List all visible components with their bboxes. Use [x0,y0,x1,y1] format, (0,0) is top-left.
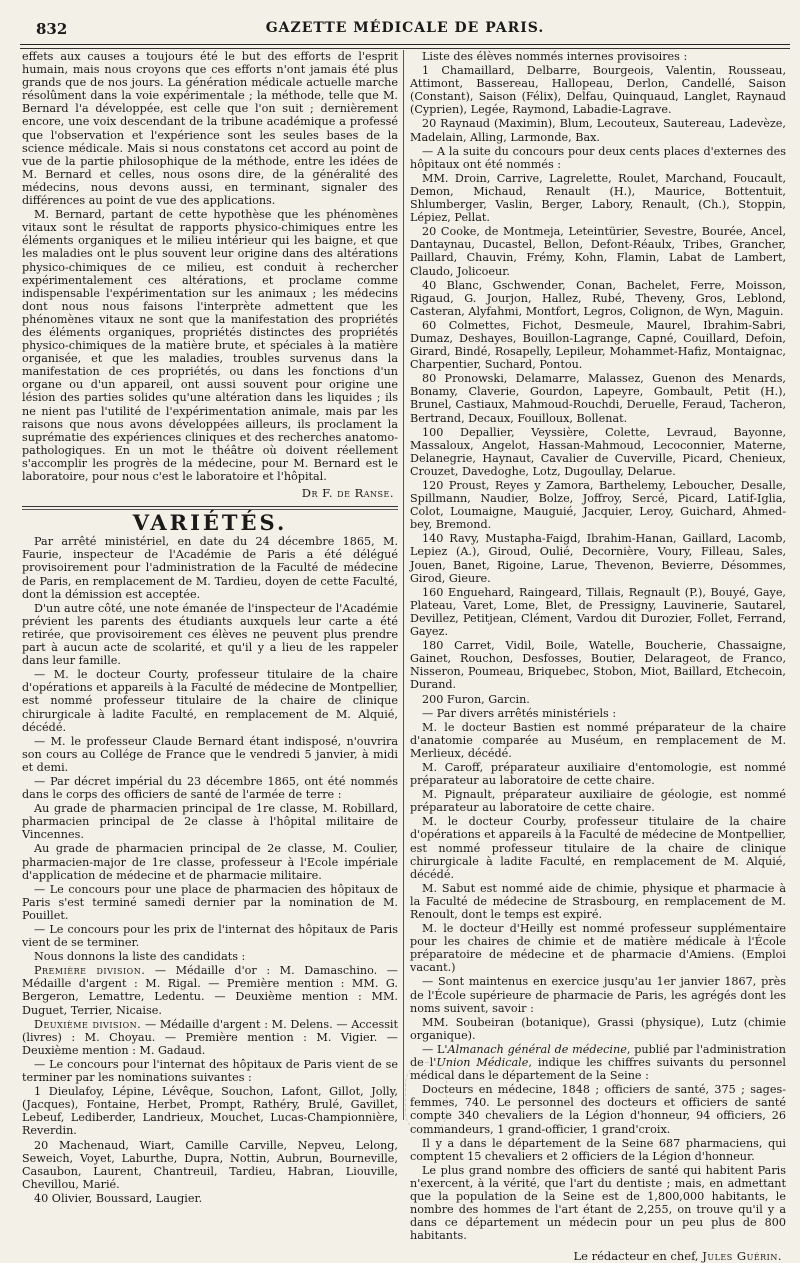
text-run: , publié par l'administration de l' [410,1042,787,1070]
section-rule [22,506,398,507]
library-stamp [405,1062,447,1134]
paragraph: 120 Proust, Reyes y Zamora, Barthelemy, Leboucher, Desalle, Spillmann, Naudier, Bolze, Joffroy, Sercé, Picard, Latif-Iglia, Colot, Loumaigne, Mauguié, Jacquier, Leroy, Guichard, Ahmed-bey, Bremond. [410,479,786,532]
paragraph: effets aux causes a toujours été le but des efforts de l'esprit humain, mais nous croyons que ces efforts n'ont jamais été plus grands que de nos jours. La génération médicale actuelle marche résolûment dans la voie expérimentale ; la méthode, telle que M. Bernard l'a développée, est celle que l'on suit ; dernièrement encore, une voix descendant de la tribune académique a professé que l'observation et l'expérience sont les seules bases de la science médicale. Mais si nous constatons cet accord au point de vue de la partie philosophique de la méthode, entre les idées de M. Bernard et celles, nous osons dire, de la généralité des médecins, nous devons aussi, en terminant, signaler des différences au point de vue des applications. [22,50,398,208]
paragraph: M. Sabut est nommé aide de chimie, physique et pharmacie à la Faculté de médecine de Strasbourg, en remplacement de M. Renoult, dont le temps est expiré. [410,881,786,921]
paragraph: 100 Depallier, Veyssière, Colette, Levraud, Bayonne, Massaloux, Angelot, Hassan-Mahmoud, Lecoconnier, Materne, Delanegrie, Haynaut, Cavalier de Cuverville, Picard, Chenieux, Crouzet, Davedoghe, Lotz, Dugoullay, Delarue. [410,425,786,478]
paragraph: M. Caroff, préparateur auxiliaire d'entomologie, est nommé préparateur au laboratoire de cette chaire. [410,760,786,788]
paragraph: — Le concours pour les prix de l'internat des hôpitaux de Paris vient de se terminer. [22,923,398,950]
editor-signature [410,1250,786,1263]
text-run: — L' [422,1042,448,1056]
paragraph: 180 Carret, Vidil, Boile, Watelle, Boucherie, Chassaigne, Gainet, Rouchon, Desfosses, Boutier, Delarageot, de Franco, Nisseron, Poumeau, Briquebec, Stobon, Miot, Baillard, Etchecoin, Durand. [410,639,786,692]
paragraph: — Le concours pour une place de pharmacien des hôpitaux de Paris s'est terminé samedi dernier par la nomination de M. Pouillet. [22,882,398,922]
paragraph: MM. Soubeiran (botanique), Grassi (physique), Lutz (chimie organique). [410,1015,786,1042]
running-title: GAZETTE MÉDICALE DE PARIS. [265,20,545,36]
paragraph: — M. le professeur Claude Bernard étant indisposé, n'ouvrira son cours au Collége de France que le vendredi 5 janvier, à midi et demi. [22,734,398,774]
paragraph: 1 Chamaillard, Delbarre, Bourgeois, Valentin, Rousseau, Attimont, Bassereau, Hallopeau, Derlon, Candellé, Saison (Constant), Saison (Félix), Delfau, Quinquaud, Langlet, Raynaud (Cyprien), Legée, Raymond, Labadie-Lagrave. [410,64,786,117]
column-divider [403,50,404,1120]
division-label: Deuxième division. [34,1017,142,1031]
header-rule [20,48,790,49]
paragraph: 60 Colmettes, Fichot, Desmeule, Maurel, Ibrahim-Sabri, Dumaz, Deshayes, Bouillon-Lagrange, Capné, Couillard, Defoin, Girard, Bindé, Rosapelly, Lepileur, Mohammet-Hafiz, Montaignac, Charpentier, Suchard, Pontou. [410,318,786,372]
editor-name: Jules Guérin. [702,1249,782,1263]
paragraph: Par arrêté ministériel, en date du 24 décembre 1865, M. Faurie, inspecteur de l'Académie de Paris a été délégué provisoirement pour l'administration de la Faculté de médecine de Paris, en remplacement de M. Tardieu, doyen de cette Faculté, dont la démission est acceptée. [22,535,398,601]
paragraph: M. Bernard, partant de cette hypothèse que les phénomènes vitaux sont le résultat de rapports physico-chimiques entre les éléments organiques et le milieu intérieur qui les baigne, et que les maladies ont le plus souvent leur origine dans des altérations physico-chimiques de ce milieu, est conduit à rechercher expérimentalement ces altérations, et proclame comme indispensable l'expérimentation sur les animaux ; les médecins dont nous nous faisons l'interprète admettent que les phénomènes vitaux ne sont que la manifestation des propriétés des éléments organiques, propriétés distinctes des propriétés physico-chimiques de la matière brute, et spéciales à la matière organisée, et que les maladies, troubles survenus dans la manifestation de ces propriétés, ou dans les fonctions d'un organe ou d'un appareil, ont aussi souvent pour origine une lésion des parties solides qu'une altération dans les liquides ; ils ne nient pas l'utilité de l'expérimentation animale, mais par les raisons que nous avons développées ailleurs, ils proclament la suprématie des expériences cliniques et des recherches anatomo-pathologiques. En un mot le théâtre où doivent réellement s'accomplir les progrès de la médecine, pour M. Bernard est le laboratoire, pour nous c'est le laboratoire et l'hôpital. [22,208,398,483]
page-number: 832 [36,20,68,38]
paragraph: Nous donnons la liste des candidats : [34,950,246,964]
division-label: Première division. [34,964,146,978]
paragraph: MM. Droin, Carrive, Lagrelette, Roulet, Marchand, Foucault, Demon, Michaud, Renault (H.), Maurice, Bottentuit, Shlumberger, Vaslin, Berger, Labory, Renault, (Ch.), Stoppin, Lépiez, Pellat. [410,171,786,225]
paragraph: 40 Blanc, Gschwender, Conan, Bachelet, Ferre, Moisson, Rigaud, G. Jourjon, Hallez, Rubé, Theveny, Gros, Leblond, Casteran, Alyfahmi, Montfort, Legros, Colignon, de Wyn, Maguin. [410,278,786,318]
section-title: VARIÉTÉS. [132,510,288,536]
paragraph: 80 Pronowski, Delamarre, Malassez, Guenon des Menards, Bonamy, Claverie, Gourdon, Lapeyre, Gombault, Petit (H.), Brunel, Castiaux, Mahmoud-Rouchdi, Deruelle, Feraud, Tacheron, Bertrand, Decaux, Fouilloux, Bollenat. [410,372,786,425]
paragraph: — Sont maintenus en exercice jusqu'au 1er janvier 1867, près de l'École supérieure de pharmacie de Paris, les agrégés dont les noms suivent, savoir : [410,975,786,1015]
paragraph: Au grade de pharmacien principal de 2e classe, M. Coulier, pharmacien-major de 1re classe, professeur à l'Ecole impériale d'application de médecine et de pharmacie militaire. [22,842,398,882]
paragraph: Liste des élèves nommés internes provisoires : [422,50,688,63]
paragraph: — A la suite du concours pour deux cents places d'externes des hôpitaux ont été nommés : [410,144,786,171]
paragraph: Docteurs en médecine, 1848 ; officiers de santé, 375 ; sages-femmes, 740. Le personnel des docteurs et officiers de santé compte 340 chevaliers de la Légion d'honneur, 94 officiers, 26 commandeurs, 1 grand-officier, 1 grand'croix. [410,1083,786,1136]
paragraph: D'un autre côté, une note émanée de l'inspecteur de l'Académie prévient les parents des étudiants auxquels leur carte a été retirée, que provisoirement ces élèves ne peuvent plus prendre part à aucun acte de scolarité, et qu'il y a lieu de les rappeler dans leur famille. [22,601,398,668]
right-column [410,50,787,1263]
page-header [20,18,790,45]
paragraph: 20 Cooke, de Montmeja, Leteintürier, Sevestre, Bourée, Ancel, Dantaynau, Ducastel, Bellon, Defont-Réaulx, Tribes, Grancher, Paillard, Chauvin, Frémy, Kohn, Flamin, Labat de Lambert, Claudo, Jolicoeur. [410,225,786,278]
signature-label: Le rédacteur en chef, [573,1249,703,1263]
paragraph [410,1043,786,1082]
paragraph: Au grade de pharmacien principal de 1re classe, M. Robillard, pharmacien principal de 2e classe à l'hôpital militaire de Vincennes. [22,802,398,842]
paragraph [22,964,398,1016]
paragraph: 140 Ravy, Mustapha-Faigd, Ibrahim-Hanan, Gaillard, Lacomb, Lepiez (A.), Giroud, Oulié, Decornière, Voury, Filleau, Sales, Jouen, Banet, Rigoine, Larue, Thevenon, Bevierre, Désommes, Girod, Gieure. [410,532,786,585]
paragraph: 200 Furon, Garcin. [422,692,530,706]
paragraph: M. le docteur Bastien est nommé préparateur de la chaire d'anatomie comparée au Muséum, en remplacement de M. Merlieux, décédé. [410,720,786,760]
paragraph: 20 Raynaud (Maximin), Blum, Lecouteux, Sautereau, Ladevèze, Madelain, Alling, Larmonde, Bax. [410,117,786,144]
paragraph: Le plus grand nombre des officiers de santé qui habitent Paris n'exercent, à la vérité, que l'art du dentiste ; mais, en admettant que la population de la Seine est de 1,800,000 habitants, le nombre des hommes de l'art étant de 2,255, on trouve qu'il y a dans ce département un médecin pour un peu plus de 800 habitants. [410,1163,786,1243]
paragraph [22,1018,398,1057]
paragraph: — Le concours pour l'internat des hôpitaux de Paris vient de se terminer par les nominations suivantes : [22,1057,398,1085]
author-signature: Dr F. de Ranse. [301,486,394,501]
paragraph: M. le docteur d'Heilly est nommé professeur supplémentaire pour les chaires de chimie et de matière médicale à l'École préparatoire de médecine et de pharmacie d'Amiens. (Emploi vacant.) [410,922,786,975]
paragraph: — Par décret impérial du 23 décembre 1865, ont été nommés dans le corps des officiers de santé de l'armée de terre : [22,774,398,802]
division-results: — Médaille d'or : M. Damaschino. — Médaille d'argent : M. Rigal. — Première mention : MM. G. Bergeron, Lemattre, Ledentu. — Deuxième mention : MM. Duguet, Terrier, Nicaise. [22,964,398,1017]
paragraph: 160 Enguehard, Raingeard, Tillais, Regnault (P.), Bouyé, Gaye, Plateau, Varet, Lome, Blet, de Pressigny, Lauvinerie, Sautarel, Devillez, Petitjean, Clément, Vardou dit Durozier, Follet, Ferrand, Gayez. [410,585,786,639]
paragraph: 20 Machenaud, Wiart, Camille Carville, Nepveu, Lelong, Seweich, Voyet, Laburthe, Dupra, Nottin, Aubrun, Bourneville, Casaubon, Laurent, Chantreuil, Tardieu, Habran, Liouville, Chevillou, Marié. [22,1138,398,1191]
paragraph: — M. le docteur Courty, professeur titulaire de la chaire d'opérations et appareils à la Faculté de médecine de Montpellier, est nommé professeur titulaire de la chaire de clinique chirurgicale à ladite Faculté, en remplacement de M. Alquié, décédé. [22,668,398,734]
paragraph: 1 Dieulafoy, Lépine, Lévêque, Souchon, Lafont, Gillot, Jolly, (Jacques), Fontaine, Herbet, Prompt, Rathéry, Brulé, Gavillet, Lebeuf, Lediberder, Landrieux, Mouchet, Lucas-Championnière, Reverdin. [22,1085,398,1138]
paragraph: 40 Olivier, Boussard, Laugier. [34,1191,203,1205]
left-column [22,50,399,1205]
publication-title: Almanach général de médecine [447,1042,627,1056]
paragraph: M. Pignault, préparateur auxiliaire de géologie, est nommé préparateur au laboratoire de cette chaire. [410,788,786,815]
publication-title: Union Médicale [436,1056,529,1070]
paragraph: M. le docteur Courby, professeur titulaire de la chaire d'opérations et appareils à la Faculté de médecine de Montpellier, est nommé professeur titulaire de la chaire de clinique chirurgicale à ladite Faculté, en remplacement de M. Alquié, décédé. [410,815,786,881]
paragraph: — Par divers arrêtés ministériels : [422,706,617,720]
division-results: — Médaille d'argent : M. Delens. — Accessit (livres) : M. Choyau. — Première mention : M. Vigier. — Deuxième mention : M. Gadaud. [22,1017,399,1057]
text-run: , indique les chiffres suivants du personnel médical dans le département de la Seine : [410,1056,787,1083]
paragraph: Il y a dans le département de la Seine 687 pharmaciens, qui comptent 15 chevaliers et 2 officiers de la Légion d'honneur. [410,1136,786,1163]
